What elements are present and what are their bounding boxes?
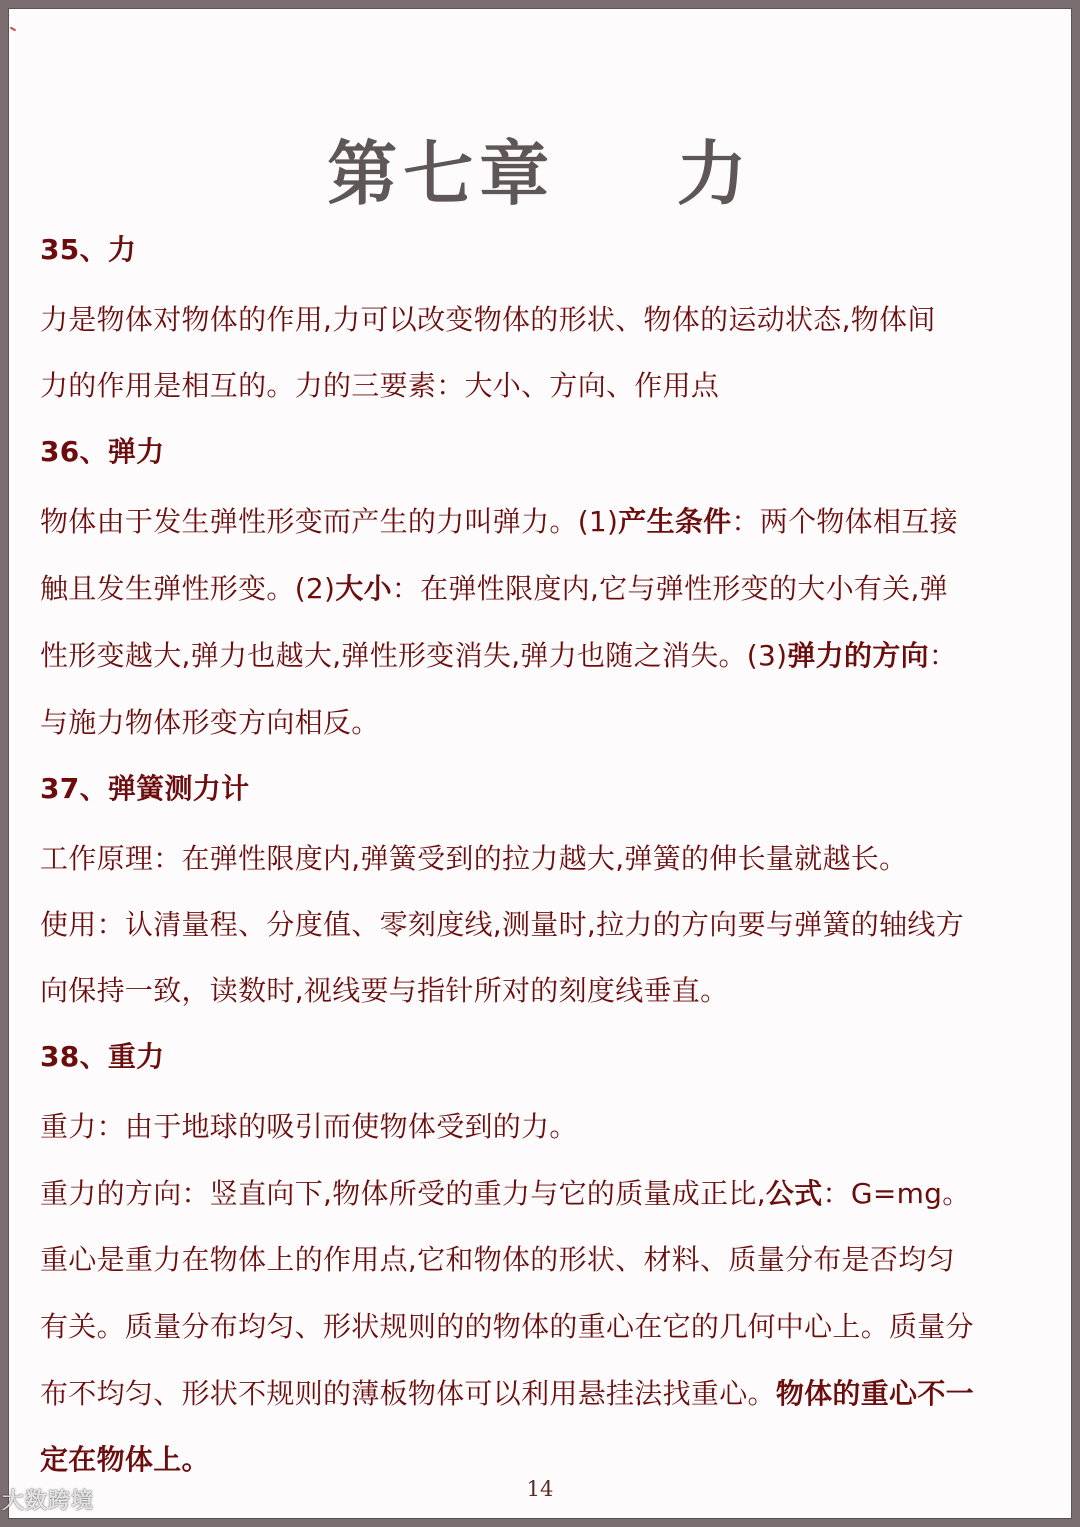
chapter-title: 第七章 力 bbox=[327, 133, 753, 215]
bold-term: 公式 bbox=[765, 1177, 823, 1210]
section-35-line-2: 力的作用是相互的。力的三要素：大小、方向、作用点 bbox=[40, 369, 720, 402]
text-run: 物体由于发生弹性形变而产生的力叫弹力。(1) bbox=[40, 505, 619, 538]
section-36-line-1 bbox=[40, 500, 958, 540]
section-heading-37: 37、弹簧测力计 bbox=[40, 772, 250, 805]
section-38-line-1: 重力：由于地球的吸引而使物体受到的力。 bbox=[40, 1110, 578, 1143]
section-38-line-2 bbox=[40, 1172, 971, 1212]
bold-term: 大小 bbox=[335, 572, 392, 605]
section-37-line-3: 向保持一致，读数时,视线要与指针所对的刻度线垂直。 bbox=[40, 974, 729, 1007]
watermark-logo: 大数跨境 bbox=[2, 1489, 95, 1514]
section-36-line-4: 与施力物体形变方向相反。 bbox=[40, 706, 380, 739]
text-run: ：两个物体相互接 bbox=[731, 505, 958, 538]
section-38-line-3: 重心是重力在物体上的作用点,它和物体的形状、材料、质量分布是否均匀 bbox=[40, 1243, 955, 1276]
text-run: 性形变越大,弹力也越大,弹性形变消失,弹力也随之消失。(3) bbox=[40, 639, 788, 672]
section-35-line-1: 力是物体对物体的作用,力可以改变物体的形状、物体的运动状态,物体间 bbox=[40, 303, 936, 336]
section-heading-38: 38、重力 bbox=[40, 1040, 165, 1073]
text-run: ： bbox=[928, 639, 958, 672]
text-run: ：G=mg。 bbox=[822, 1177, 971, 1210]
section-37-line-2: 使用：认清量程、分度值、零刻度线,测量时,拉力的方向要与弹簧的轴线方 bbox=[40, 908, 965, 941]
section-heading-35: 35、力 bbox=[40, 233, 137, 266]
section-38-line-5 bbox=[40, 1372, 974, 1412]
bold-term: 物体的重心不一 bbox=[775, 1377, 974, 1410]
section-36-line-2 bbox=[40, 567, 948, 607]
section-38-line-6: 定在物体上。 bbox=[40, 1443, 210, 1476]
bold-term: 弹力的方向 bbox=[787, 639, 929, 672]
section-38-line-4: 有关。质量分布均匀、形状规则的的物体的重心在它的几何中心上。质量分 bbox=[40, 1310, 974, 1343]
text-run: ：在弹性限度内,它与弹性形变的大小有关,弹 bbox=[391, 572, 948, 605]
text-run: 布不均匀、形状不规则的薄板物体可以利用悬挂法找重心。 bbox=[40, 1377, 776, 1410]
text-run: 重力的方向：竖直向下,物体所受的重力与它的质量成正比, bbox=[40, 1177, 766, 1210]
page-number: 14 bbox=[526, 1477, 554, 1501]
section-heading-36: 36、弹力 bbox=[40, 435, 165, 468]
document-page bbox=[9, 9, 1071, 1518]
section-37-line-1: 工作原理：在弹性限度内,弹簧受到的拉力越大,弹簧的伸长量就越长。 bbox=[40, 842, 908, 875]
text-run: 触且发生弹性形变。(2) bbox=[40, 572, 336, 605]
bold-term: 产生条件 bbox=[618, 505, 732, 538]
section-36-line-3 bbox=[40, 634, 957, 674]
